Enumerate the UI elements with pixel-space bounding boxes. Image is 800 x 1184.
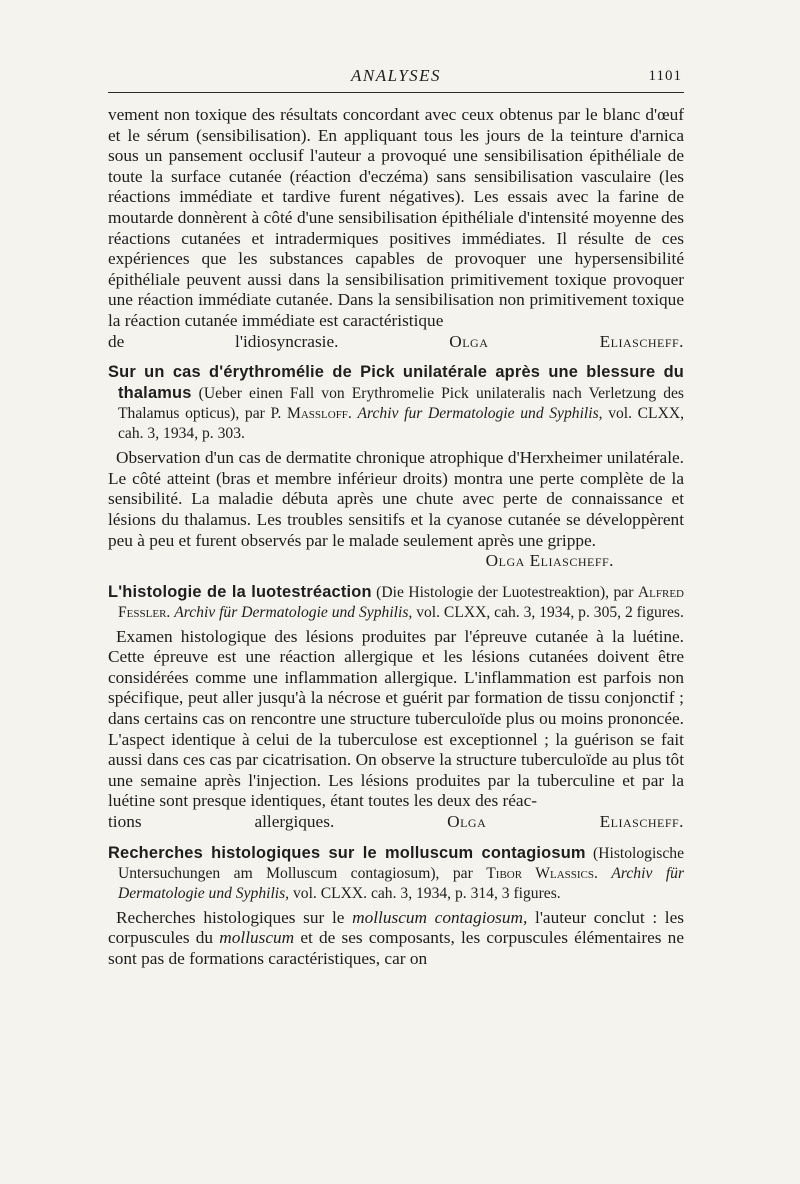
- article-reference: (Ueber einen Fall von Erythromelie Pick unilateralis nach Verletzung des Thalamus opticus), par P.: [118, 385, 684, 423]
- page-number: 1101: [648, 68, 682, 84]
- signature: Olga Eliascheff.: [447, 812, 684, 832]
- body-emphasis: molluscum: [219, 928, 295, 948]
- journal-name: Archiv für Dermatologie und Syphilis,: [174, 603, 413, 621]
- article-reference: (Die Histologie der Luotestreaktion), par: [376, 583, 634, 601]
- article-author: Tibor Wlassics.: [486, 864, 598, 882]
- journal-details: vol. CLXX, cah. 3, 1934, p. 303.: [118, 405, 685, 443]
- continuation-last-text: de l'idiosyncrasie.: [108, 331, 339, 351]
- article-author: Massloff.: [286, 405, 352, 423]
- signature: Olga Eliascheff.: [449, 331, 684, 351]
- body-text: l'auteur conclut : les corpuscules du: [108, 907, 684, 948]
- abstract-entry: [108, 362, 684, 572]
- journal-details: vol. CLXX. cah. 3, 1934, p. 314, 3 figures.: [293, 884, 561, 902]
- journal-name: Archiv fur Dermatologie und Syphilis,: [357, 405, 603, 423]
- article-last-line: [108, 812, 684, 833]
- article-body: Observation d'un cas de dermatite chronique atrophique d'Herxheimer unilatérale. Le côté atteint (bras et membre inférieur droits) montra une perte complète de la sensibilité. La maladie débuta après une chute avec perte de connaissance et lésions du thalamus. Les troubles sensitifs et la cyanose cutanée se développèrent peu à peu et furent observés par le malade seulement après une grippe.: [108, 448, 684, 550]
- page-header: [108, 62, 684, 93]
- article-heading: [108, 362, 684, 444]
- body-text: Recherches histologiques sur le: [116, 907, 345, 927]
- article-heading: [108, 582, 684, 623]
- signature: Olga Eliascheff.: [485, 551, 614, 571]
- continuation-last-line: [108, 332, 684, 353]
- continuation-paragraph: vement non toxique des résultats concordant avec ceux obtenus par le blanc d'œuf et le sérum (sensibilisation). En appliquant tous les jours de la teinture d'arnica sous un pansement occlusif l'auteur a provoqué une sensibilisation épithéliale de toute la surface cutanée (réaction d'eczéma) sans sensibilisation vasculaire (les réactions immédiate et tardive furent négatives). Les essais avec la farine de moutarde donnèrent à côté d'une sensibilisation épithéliale d'intensité moyenne des réactions cutanées et intradermiques positives immédiates. Il résulte de ces expériences que les substances capables de provoquer une hypersensibilité épithéliale peuvent aussi dans la sensibilisation primitivement toxique provoquer une réaction immédiate cutanée. Dans la sensibilisation non primitivement toxique la réaction cutanée immédiate est caractéristique: [108, 105, 684, 330]
- body-emphasis: molluscum contagiosum,: [352, 907, 528, 927]
- article-body: Examen histologique des lésions produites par l'épreuve cutanée à la luétine. Cette épreuve est une réaction allergique et les lésions cutanées doivent être considérées comme une inflammation allergique. L'inflammation est parfois non spécifique, peut aller jusqu'à la nécrose et guérit par formation de tissu conjonctif ; dans certains cas on rencontre une structure tuberculoïde plus ou moins prononcée. L'aspect identique à celui de la tuberculose est exceptionnel ; la guérison se fait aussi dans ces cas par cicatrisation. On observe la structure tuberculoïde au plus tôt une semaine après l'injection. Les lésions produites par la tuberculine et par la luétine sont presque identiques, étant toutes les deux des réac-: [108, 626, 684, 811]
- article-reference: (Histologische Untersuchungen am Molluscum contagiosum), par: [118, 844, 684, 882]
- article-heading: [108, 843, 684, 904]
- article-last-text: tions allergiques.: [108, 812, 335, 832]
- running-title: ANALYSES: [350, 66, 442, 85]
- abstract-entry: [108, 843, 684, 970]
- article-signature-line: [108, 551, 684, 572]
- journal-details: vol. CLXX, cah. 3, 1934, p. 305, 2 figures.: [416, 603, 684, 621]
- article-body: [108, 908, 684, 970]
- journal-name: Archiv für Dermatologie und Syphilis,: [118, 864, 685, 902]
- body-text: et de ses composants, les corpuscules élémentaires ne sont pas de formations caractéristiques, car on: [108, 928, 684, 968]
- journal-page: [108, 62, 684, 969]
- article-title: L'histologie de la luotestréaction: [108, 582, 372, 601]
- article-author: Alfred Fessler.: [118, 583, 684, 621]
- abstract-entry: [108, 582, 684, 833]
- article-title: Sur un cas d'érythromélie de Pick unilatérale après une blessure du thalamus: [108, 363, 684, 403]
- page-body: [108, 105, 684, 969]
- article-title: Recherches histologiques sur le molluscum contagiosum: [108, 843, 586, 862]
